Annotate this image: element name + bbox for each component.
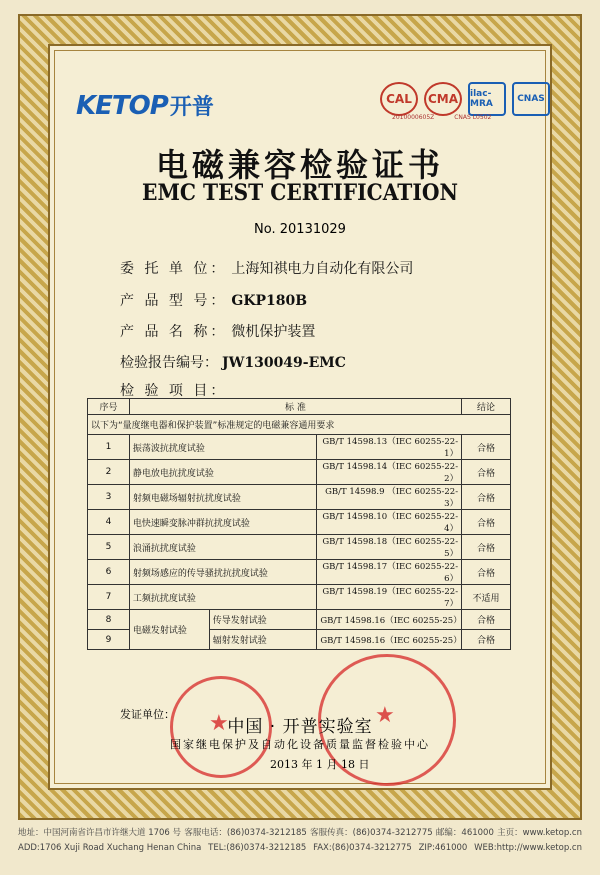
report-value: JW130049-EMC <box>222 355 346 371</box>
cal-mark-icon: CAL <box>380 82 418 116</box>
row-result: 合格 <box>462 560 511 585</box>
logo-brand-cn: 开普 <box>169 95 214 120</box>
table-row <box>88 610 511 630</box>
model-field <box>120 290 307 310</box>
footer-row-cn <box>18 826 582 838</box>
mark-code: CNAS L0502 <box>454 114 492 121</box>
footer-fax: FAX:(86)0374-3212775 <box>313 843 412 853</box>
certificate-number: No. 20131029 <box>254 222 346 237</box>
table-row <box>88 535 511 560</box>
star-icon: ★ <box>209 711 229 736</box>
row-result: 合格 <box>462 610 511 630</box>
row-result: 合格 <box>462 460 511 485</box>
table-row <box>88 560 511 585</box>
title-en: EMC TEST CERTIFICATION <box>142 180 458 206</box>
footer <box>18 826 582 858</box>
row-result: 合格 <box>462 630 511 650</box>
row-standard: GB/T 14598.18（IEC 60255-22-5） <box>317 535 462 560</box>
accreditation-marks <box>380 82 550 116</box>
report-label: 检验报告编号： <box>120 355 218 371</box>
ilac-mra-mark-icon: ilac-MRA <box>468 82 506 116</box>
row-no: 1 <box>88 435 130 460</box>
ketop-logo <box>76 90 214 121</box>
row-standard: GB/T 14598.10（IEC 60255-22-4） <box>317 510 462 535</box>
footer-address: 地址：中国河南省许昌市许继大道 1706 号 <box>18 828 182 838</box>
mark-code: 2010000605Z <box>392 114 435 121</box>
row-no: 2 <box>88 460 130 485</box>
row-result: 合格 <box>462 510 511 535</box>
row-item: 射频场感应的传导骚扰抗扰度试验 <box>129 560 316 585</box>
model-label: 产 品 型 号： <box>120 293 228 309</box>
cnas-mark-icon: CNAS <box>512 82 550 116</box>
table-row <box>88 585 511 610</box>
items-label: 检 验 项 目： <box>120 383 228 399</box>
row-item: 射频电磁场辐射抗扰度试验 <box>129 485 316 510</box>
footer-tel: 客服电话：(86)0374-3212185 <box>184 828 307 838</box>
footer-fax: 客服传真：(86)0374-3212775 <box>310 828 433 838</box>
star-icon: ★ <box>375 703 395 728</box>
issuer-name: 中国 · 开普实验室 <box>227 717 373 737</box>
row-item: 电快速瞬变脉冲群抗扰度试验 <box>129 510 316 535</box>
footer-web-link[interactable]: WEB:http://www.ketop.cn <box>474 843 582 853</box>
header-standard: 标 准 <box>129 399 461 415</box>
model-value: GKP180B <box>231 293 308 309</box>
emission-group-label: 电磁发射试验 <box>129 610 209 650</box>
product-name-value: 微机保护装置 <box>231 324 316 340</box>
row-no: 6 <box>88 560 130 585</box>
row-item: 传导发射试验 <box>209 610 317 630</box>
row-standard: GB/T 14598.13（IEC 60255-22-1） <box>317 435 462 460</box>
row-no: 5 <box>88 535 130 560</box>
row-item: 浪涌抗扰度试验 <box>129 535 316 560</box>
row-item: 辐射发射试验 <box>209 630 317 650</box>
row-result: 合格 <box>462 535 511 560</box>
title-cn: 电磁兼容检验证书 <box>155 146 444 184</box>
client-field <box>120 258 413 278</box>
header-result: 结论 <box>462 399 511 415</box>
row-result: 合格 <box>462 435 511 460</box>
row-standard: GB/T 14598.19（IEC 60255-22-7） <box>317 585 462 610</box>
row-no: 4 <box>88 510 130 535</box>
footer-zip: ZIP:461000 <box>418 843 468 853</box>
row-no: 9 <box>88 630 130 650</box>
table-row <box>88 460 511 485</box>
footer-address: ADD:1706 Xuji Road Xuchang Henan China <box>18 843 202 853</box>
row-item: 静电放电抗扰度试验 <box>129 460 316 485</box>
footer-row-en <box>18 843 582 853</box>
table-row <box>88 510 511 535</box>
row-standard: GB/T 14598.17（IEC 60255-22-6） <box>317 560 462 585</box>
row-item: 工频抗扰度试验 <box>129 585 316 610</box>
issuer-center: 国家继电保护及自动化设备质量监督检验中心 <box>170 738 430 751</box>
row-standard: GB/T 14598.14（IEC 60255-22-2） <box>317 460 462 485</box>
row-no: 7 <box>88 585 130 610</box>
row-standard: GB/T 14598.16（IEC 60255-25） <box>317 630 462 650</box>
client-value: 上海知祺电力自动化有限公司 <box>231 261 414 277</box>
footer-zip: 邮编：461000 <box>435 828 494 838</box>
row-no: 3 <box>88 485 130 510</box>
table-row <box>88 435 511 460</box>
logo-brand: KETOP <box>76 91 168 121</box>
product-name-label: 产 品 名 称： <box>120 324 228 340</box>
footer-tel: TEL:(86)0374-3212185 <box>208 843 307 853</box>
table-intro-row <box>88 415 511 435</box>
cma-mark-icon: CMA <box>424 82 462 116</box>
row-no: 8 <box>88 610 130 630</box>
product-name-field <box>120 321 315 341</box>
row-standard: GB/T 14598.16（IEC 60255-25） <box>317 610 462 630</box>
report-field <box>120 352 346 372</box>
row-result: 不适用 <box>462 585 511 610</box>
footer-web-link[interactable]: 主页：www.ketop.cn <box>497 828 582 838</box>
issue-date: 2013 年 1 月 18 日 <box>270 758 370 771</box>
table-row <box>88 485 511 510</box>
mark-codes <box>392 114 509 121</box>
issuer-label: 发证单位： <box>120 708 175 721</box>
row-result: 合格 <box>462 485 511 510</box>
row-item: 振荡波抗扰度试验 <box>129 435 316 460</box>
header-no: 序号 <box>88 399 130 415</box>
test-items-table <box>87 398 511 650</box>
table-intro: 以下为“量度继电器和保护装置”标准规定的电磁兼容通用要求 <box>88 415 511 435</box>
items-field <box>120 380 227 400</box>
table-header-row <box>88 399 511 415</box>
row-standard: GB/T 14598.9 （IEC 60255-22-3） <box>317 485 462 510</box>
client-label: 委 托 单 位： <box>120 261 228 277</box>
